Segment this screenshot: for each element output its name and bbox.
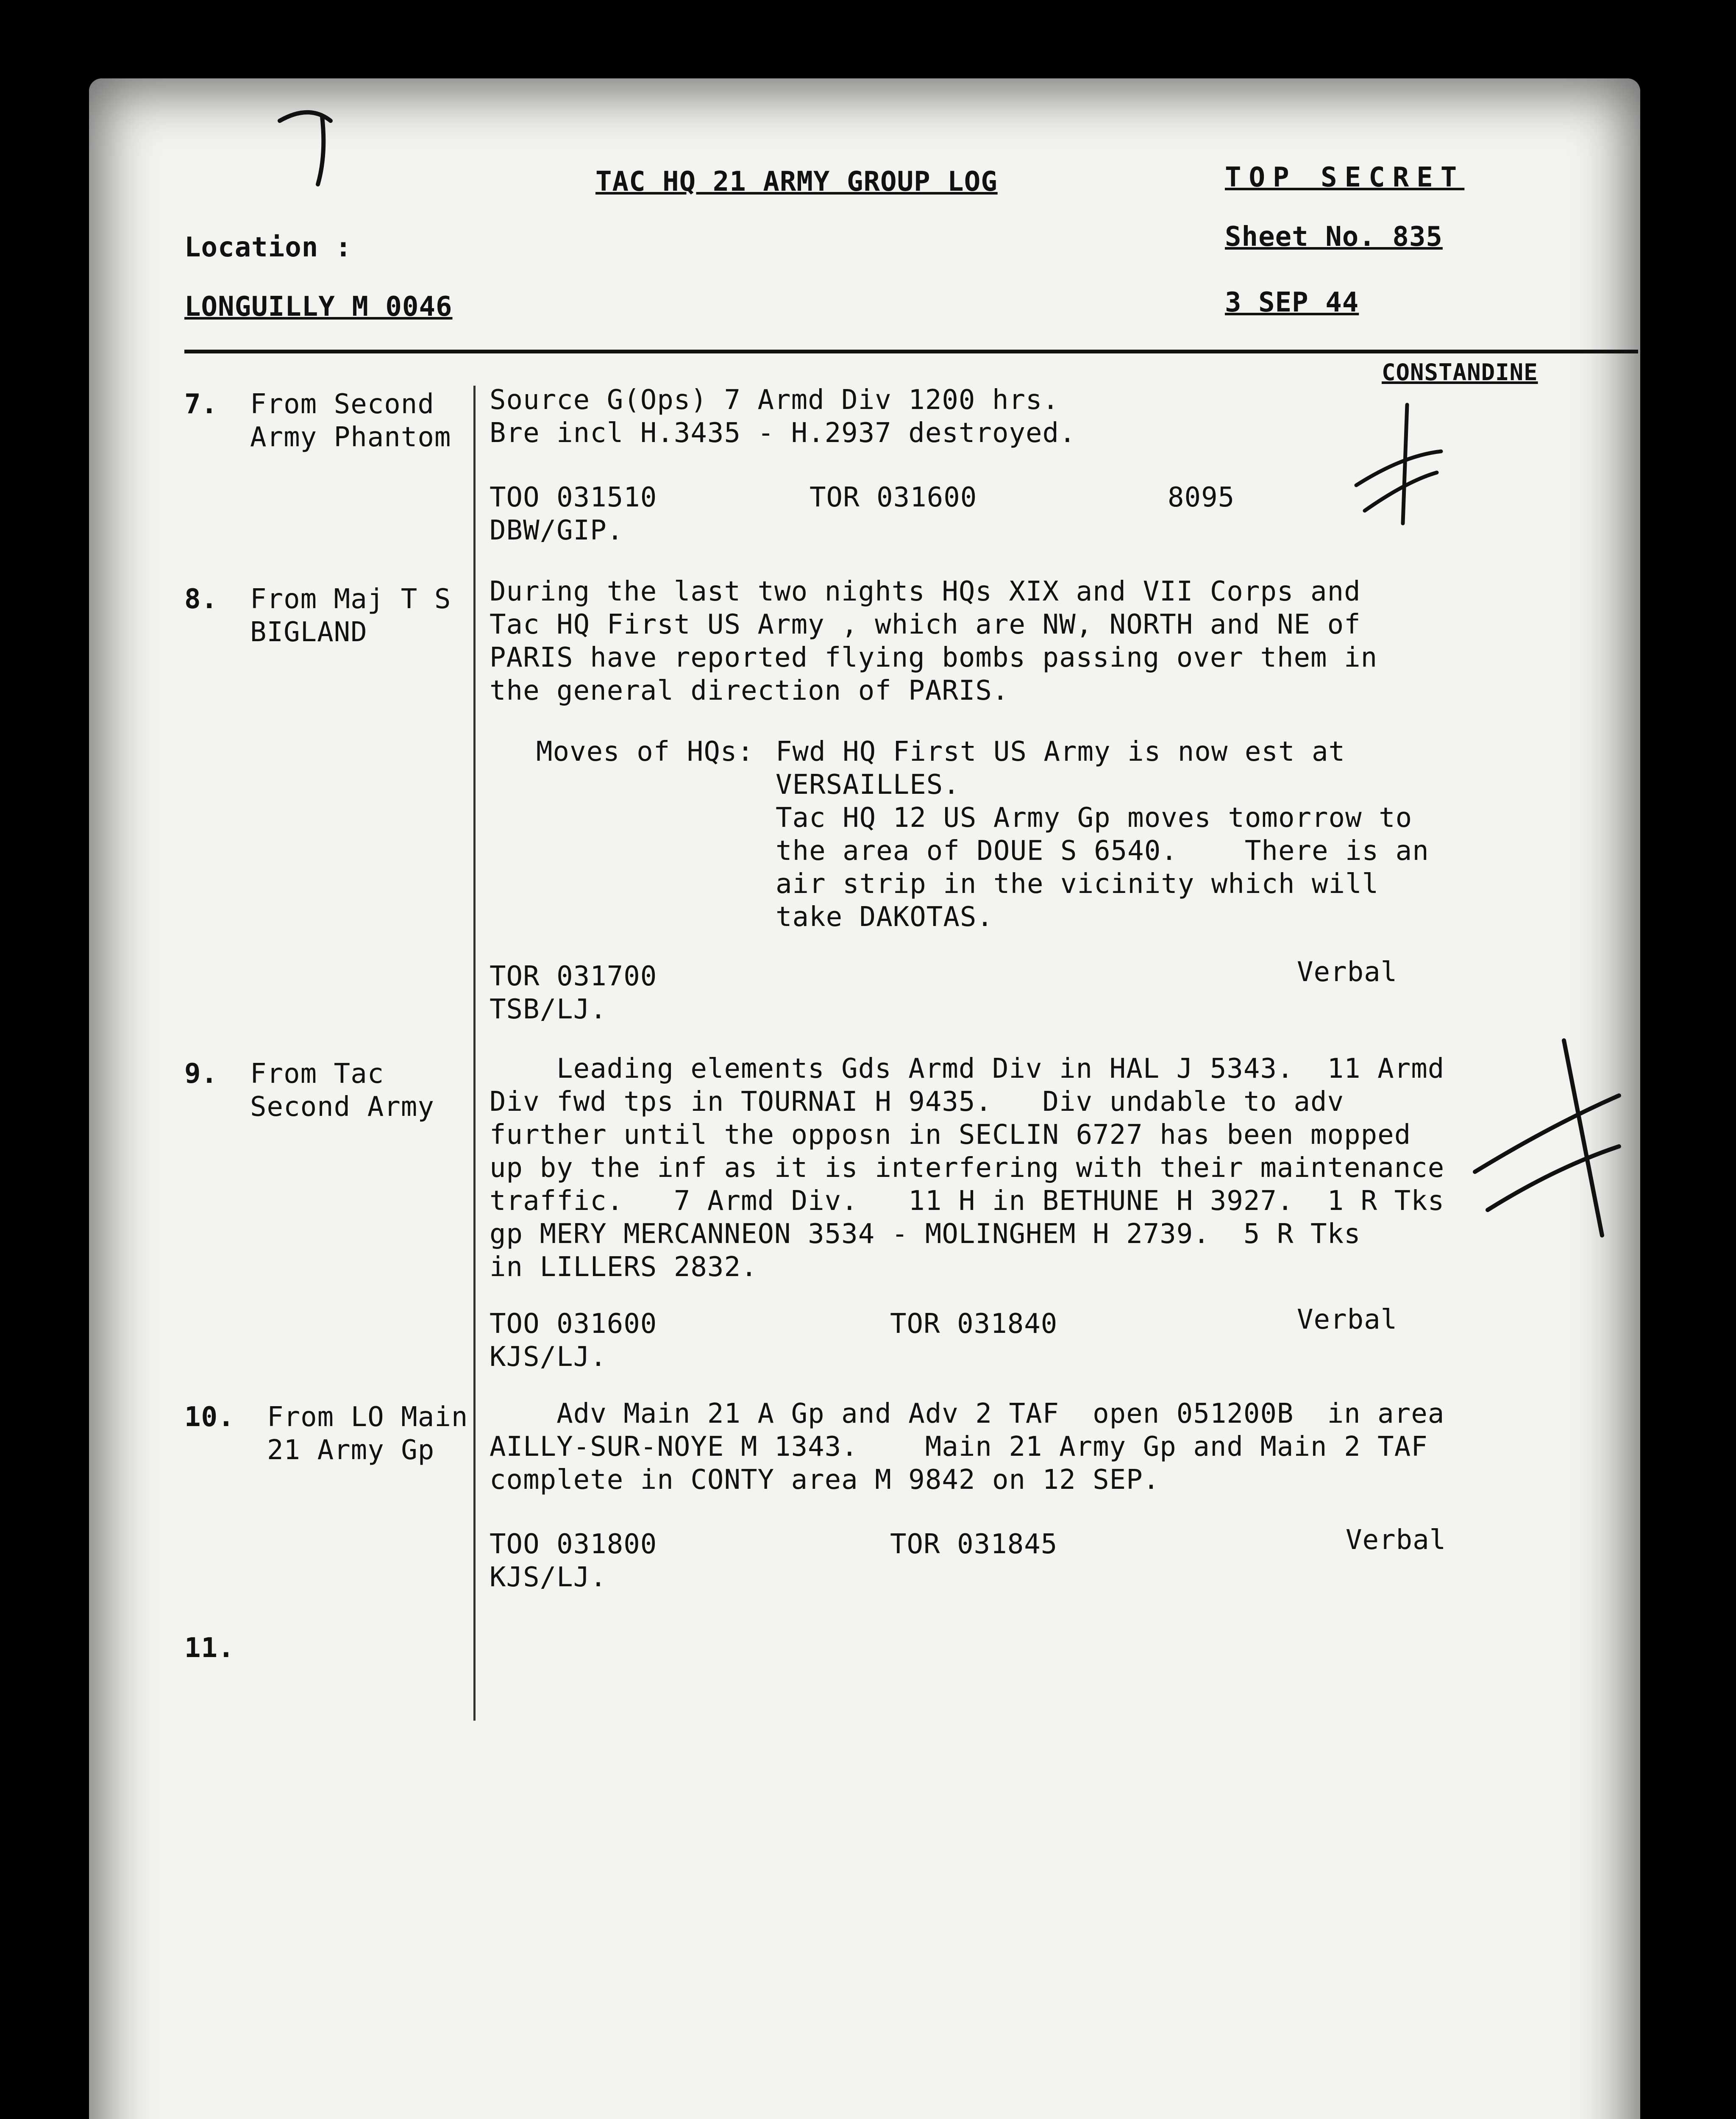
- entry-number: 8.: [184, 584, 218, 615]
- log-title: TAC HQ 21 ARMY GROUP LOG: [595, 166, 998, 197]
- entry-number: 7.: [184, 389, 218, 420]
- entry-body-line: Adv Main 21 A Gp and Adv 2 TAF open 051200B in area: [490, 1398, 1445, 1429]
- moves-line: take DAKOTAS.: [776, 901, 993, 933]
- entry-body-line: complete in CONTY area M 9842 on 12 SEP.: [490, 1464, 1160, 1496]
- entry-body-line: PARIS have reported flying bombs passing over them in: [490, 642, 1378, 673]
- entry-tor: TOR 031840: [890, 1308, 1058, 1340]
- document-page: [89, 78, 1640, 2119]
- entry-from: From LO Main: [267, 1402, 468, 1433]
- moves-line: Fwd HQ First US Army is now est at: [776, 736, 1346, 768]
- entry-body-line: Leading elements Gds Armd Div in HAL J 5343. 11 Armd: [490, 1053, 1445, 1085]
- moves-line: VERSAILLES.: [776, 769, 960, 801]
- moves-line: air strip in the vicinity which will: [776, 868, 1379, 900]
- handwritten-check-mark-icon: [1352, 400, 1445, 528]
- entry-tor: TOR 031845: [890, 1529, 1058, 1560]
- entry-body-line: up by the inf as it is interfering with their maintenance: [490, 1152, 1445, 1184]
- entry-ref: Verbal: [1346, 1524, 1447, 1556]
- entry-from: Army Phantom: [250, 422, 451, 453]
- sheet-number: Sheet No. 835: [1225, 221, 1443, 253]
- entry-body-line: Bre incl H.3435 - H.2937 destroyed.: [490, 417, 1076, 449]
- entry-initials: TSB/LJ.: [490, 994, 607, 1025]
- entry-body-line: in LILLERS 2832.: [490, 1251, 758, 1283]
- moves-label: Moves of HQs:: [536, 736, 754, 768]
- moves-line: Tac HQ 12 US Army Gp moves tomorrow to: [776, 802, 1413, 834]
- handwritten-cross-mark-icon: [1466, 1032, 1628, 1252]
- entry-from: BIGLAND: [250, 617, 367, 648]
- location-value: LONGUILLY M 0046: [184, 291, 453, 323]
- entry-too: TOO 031600: [490, 1308, 657, 1340]
- entry-body-line: the general direction of PARIS.: [490, 675, 1009, 706]
- entry-tor: TOR 031700: [490, 961, 657, 992]
- entry-ref: Verbal: [1297, 957, 1398, 988]
- entry-initials: KJS/LJ.: [490, 1341, 607, 1373]
- entry-initials: KJS/LJ.: [490, 1562, 607, 1593]
- entry-ref: Verbal: [1297, 1304, 1398, 1335]
- entry-tor: TOR 031600: [810, 482, 977, 513]
- entry-body-line: Div fwd tps in TOURNAI H 9435. Div undable to adv: [490, 1086, 1344, 1118]
- entry-body-line: Tac HQ First US Army , which are NW, NORTH and NE of: [490, 609, 1361, 640]
- entry-body-line: gp MERY MERCANNEON 3534 - MOLINGHEM H 2739. 5 R Tks: [490, 1218, 1361, 1250]
- confidential-stamp: CONSTANDINE: [1382, 359, 1538, 386]
- classification-stamp: TOP SECRET: [1225, 162, 1465, 193]
- entry-from: From Tac: [250, 1058, 384, 1090]
- log-date: 3 SEP 44: [1225, 287, 1359, 318]
- entry-body-line: further until the opposn in SECLIN 6727 has been mopped: [490, 1119, 1411, 1151]
- entry-ref: 8095: [1168, 482, 1235, 513]
- entry-from: From Maj T S: [250, 584, 451, 615]
- entry-too: TOO 031800: [490, 1529, 657, 1560]
- margin-line: [473, 386, 476, 1721]
- next-entry-number: 11.: [184, 1632, 235, 1664]
- entry-from: From Second: [250, 389, 434, 420]
- entry-from: Second Army: [250, 1091, 434, 1123]
- entry-number: 10.: [184, 1402, 235, 1433]
- entry-body-line: During the last two nights HQs XIX and VII Corps and: [490, 576, 1361, 607]
- handwritten-scribble-icon: [271, 95, 339, 193]
- entry-from: 21 Army Gp: [267, 1435, 435, 1466]
- header-rule: [184, 350, 1638, 353]
- entry-too: TOO 031510: [490, 482, 657, 513]
- entry-number: 9.: [184, 1058, 218, 1090]
- entry-body-line: Source G(Ops) 7 Armd Div 1200 hrs.: [490, 384, 1060, 416]
- moves-line: the area of DOUE S 6540. There is an: [776, 835, 1429, 867]
- entry-initials: DBW/GIP.: [490, 515, 624, 546]
- entry-body-line: traffic. 7 Armd Div. 11 H in BETHUNE H 3927. 1 R Tks: [490, 1185, 1445, 1217]
- entry-body-line: AILLY-SUR-NOYE M 1343. Main 21 Army Gp and Main 2 TAF: [490, 1431, 1428, 1463]
- location-label: Location :: [184, 232, 352, 263]
